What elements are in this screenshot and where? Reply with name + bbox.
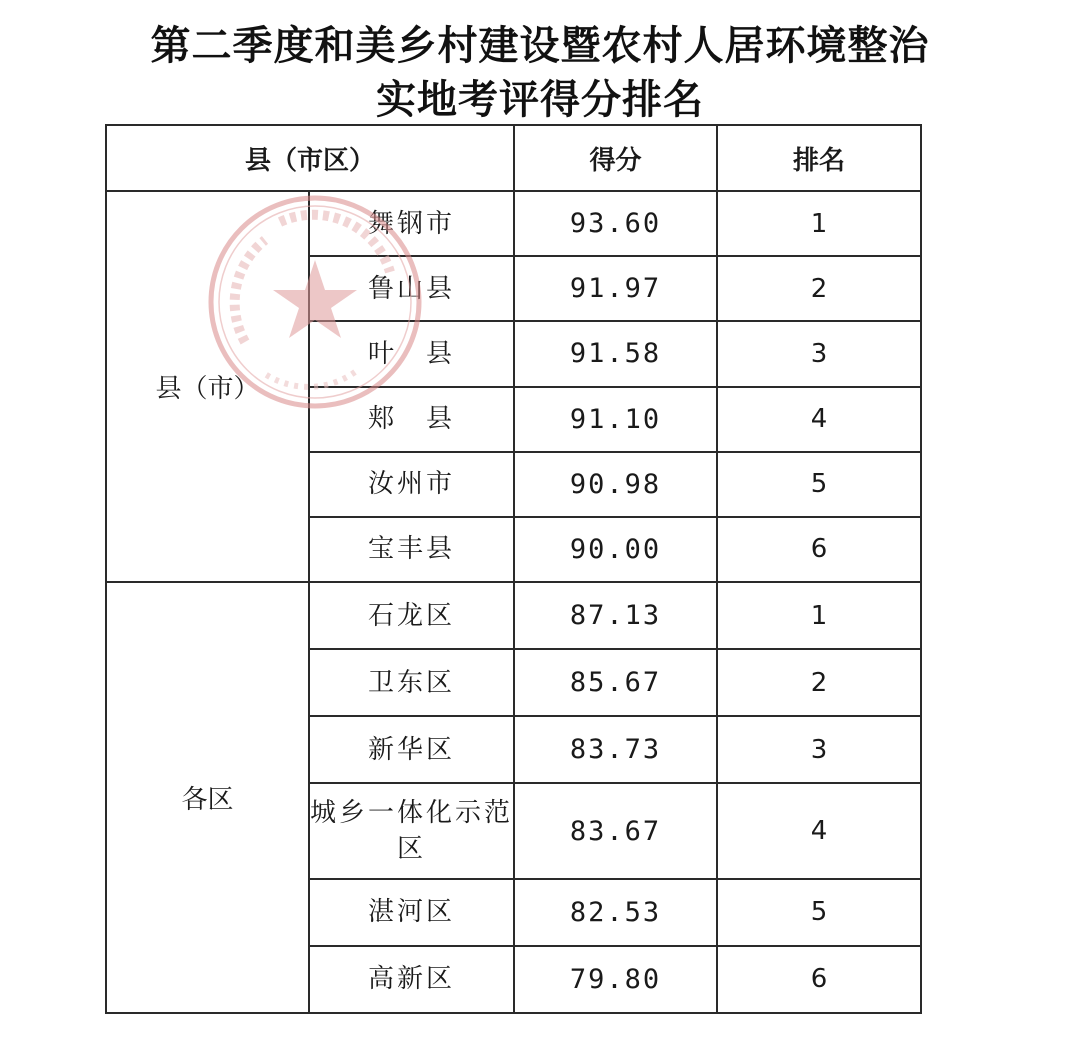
region-name: 舞钢市	[309, 191, 514, 256]
region-name: 郏 县	[309, 387, 514, 452]
rank-value: 3	[717, 321, 921, 386]
region-name: 叶 县	[309, 321, 514, 386]
header-rank: 排名	[717, 125, 921, 191]
score-value: 91.58	[514, 321, 717, 386]
rank-value: 5	[717, 452, 921, 517]
table-row	[106, 191, 921, 256]
table-row	[106, 582, 921, 649]
header-region: 县（市区）	[106, 125, 514, 191]
score-value: 83.73	[514, 716, 717, 783]
score-value: 82.53	[514, 879, 717, 946]
region-name: 湛河区	[309, 879, 514, 946]
rank-value: 1	[717, 191, 921, 256]
region-name: 宝丰县	[309, 517, 514, 582]
region-name: 鲁山县	[309, 256, 514, 321]
document-title-line2: 实地考评得分排名	[376, 77, 704, 123]
document-title-line1: 第二季度和美乡村建设暨农村人居环境整治	[150, 23, 930, 69]
region-name: 汝州市	[309, 452, 514, 517]
rank-value: 6	[717, 946, 921, 1013]
rank-value: 3	[717, 716, 921, 783]
rank-value: 4	[717, 783, 921, 878]
region-name: 石龙区	[309, 582, 514, 649]
score-value: 79.80	[514, 946, 717, 1013]
rank-value: 6	[717, 517, 921, 582]
score-value: 85.67	[514, 649, 717, 716]
rank-value: 4	[717, 387, 921, 452]
region-name: 城乡一体化示范区	[309, 783, 514, 878]
ranking-table	[105, 124, 922, 1014]
rank-value: 5	[717, 879, 921, 946]
score-value: 83.67	[514, 783, 717, 878]
table-header-row	[106, 125, 921, 191]
score-value: 93.60	[514, 191, 717, 256]
group-label-counties: 县（市）	[106, 191, 309, 582]
score-value: 90.98	[514, 452, 717, 517]
region-name: 新华区	[309, 716, 514, 783]
group-label-districts: 各区	[106, 582, 309, 1013]
rank-value: 1	[717, 582, 921, 649]
rank-value: 2	[717, 649, 921, 716]
rank-value: 2	[717, 256, 921, 321]
score-value: 91.10	[514, 387, 717, 452]
score-value: 91.97	[514, 256, 717, 321]
region-name: 卫东区	[309, 649, 514, 716]
header-score: 得分	[514, 125, 717, 191]
score-value: 87.13	[514, 582, 717, 649]
region-name: 高新区	[309, 946, 514, 1013]
score-value: 90.00	[514, 517, 717, 582]
